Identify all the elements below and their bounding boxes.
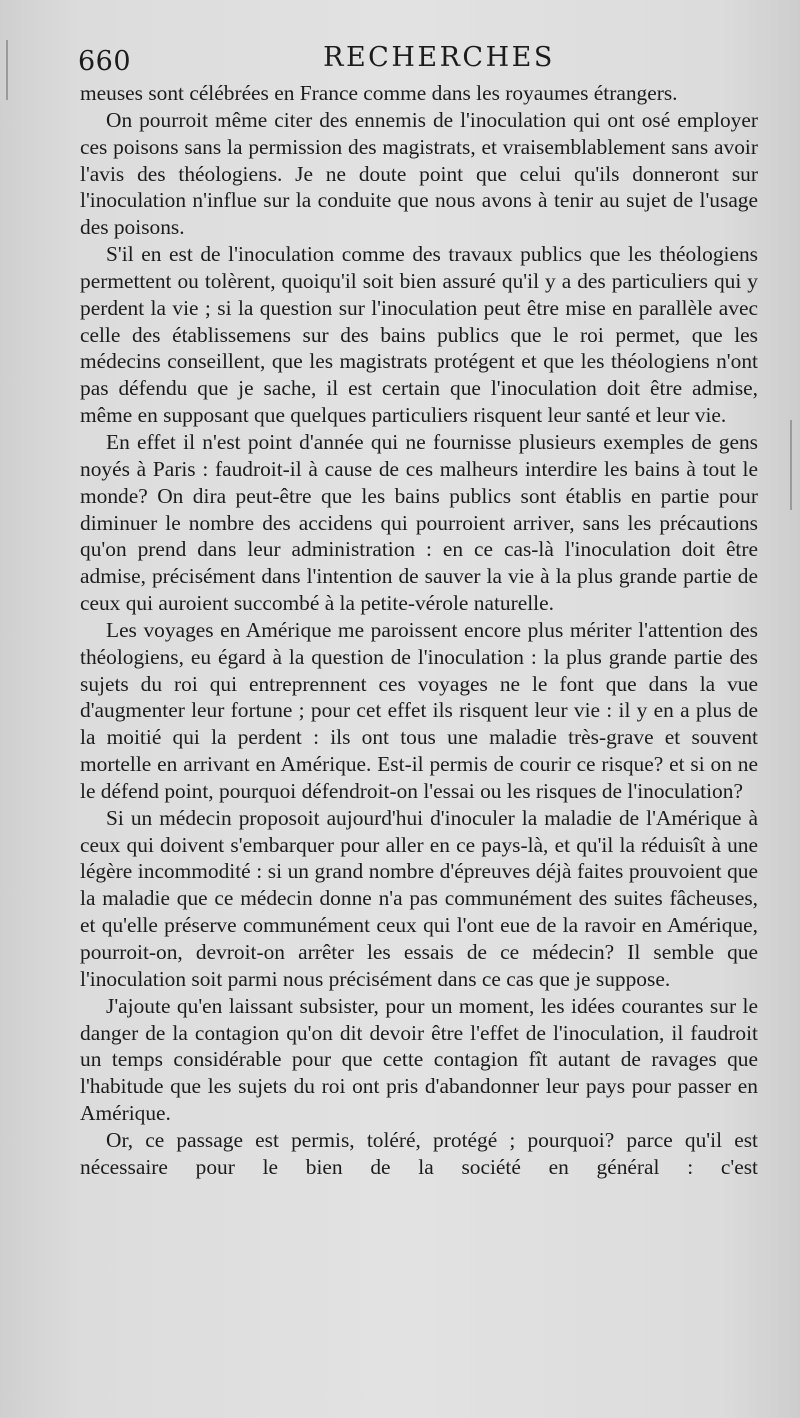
page-edge-mark [790,420,792,510]
paragraph: meuses sont célébrées en France comme dans les royaumes étrangers. [80,81,678,105]
running-title: RECHERCHES [323,42,555,73]
page-edge-mark [6,40,8,100]
page-header [80,28,758,80]
paragraph: On pourroit même citer des ennemis de l'inoculation qui ont osé employer ces poisons sans la permission des magistrats, et vraisemblablement sans avoir l'avis des théologiens. Je ne doute point que celui qu'ils donneront sur l'inoculation n'influe sur la conduite que nous avons à tenir au sujet de l'usage des poisons. [80,107,758,240]
paragraph: S'il en est de l'inoculation comme des travaux publics que les théologiens permettent ou tolèrent, quoiqu'il soit bien assuré qu'il y a des particuliers qui y perdent la vie ; si la question sur l'inoculation peut être mise en parallèle avec celle des établissemens sur des bains publics que le roi permet, que les médecins conseillent, que les magistrats protégent et que les théologiens n'ont pas défendu que je sache, il est certain que l'inoculation doit être admise, même en supposant que quelques particuliers risquent leur santé et leur vie. [80,242,758,428]
body-text [80,80,758,1181]
paragraph: Or, ce passage est permis, toléré, protégé ; pourquoi? parce qu'il est nécessaire pour le bien de la société en général : c'est [80,1127,758,1179]
page-number: 660 [78,46,132,77]
paragraph: En effet il n'est point d'année qui ne fournisse plusieurs exemples de gens noyés à Paris : faudroit-il à cause de ces malheurs interdire les bains à tout le monde? On dira peut-être que les bains publics sont établis en partie pour diminuer le nombre des accidens qui pourroient arriver, sans les précautions qu'on prend dans leur administration : en ce cas-là l'inoculation doit être admise, précisément dans l'intention de sauver la vie à la plus grande partie de ceux qui auroient succombé à la petite-vérole naturelle. [80,429,758,616]
paragraph: Si un médecin proposoit aujourd'hui d'inoculer la maladie de l'Amérique à ceux qui doivent s'embarquer pour aller en ce pays-là, et qu'il la réduisît à une légère incommodité : si un grand nombre d'épreuves déjà faites prouvoient que la maladie que ce médecin donne n'a pas communément des suites fâcheuses, et qu'elle préserve communément ceux qui l'ont eue de la ravoir en Amérique, pourroit-on, devroit-on arrêter les essais de ce médecin? Il semble que l'inoculation soit parmi nous précisément dans ce cas que je suppose. [80,805,758,991]
paragraph: J'ajoute qu'en laissant subsister, pour un moment, les idées courantes sur le danger de la contagion qu'on dit devoir être l'effet de l'inoculation, il faudroit un temps considérable pour que cette contagion fît autant de ravages que l'habitude que les sujets du roi ont pris d'abandonner leur pays pour passer en Amérique. [80,993,758,1126]
paragraph: Les voyages en Amérique me paroissent encore plus mériter l'attention des théologiens, eu égard à la question de l'inoculation : la plus grande partie des sujets du roi qui entreprennent ces voyages ne le font que dans la vue d'augmenter leur fortune ; pour cet effet ils risquent leur vie : il y en a plus de la moitié qui la perdent : ils ont tous une maladie très-grave et souvent mortelle en arrivant en Amérique. Est-il permis de courir ce risque? et si on ne le défend point, pourquoi défendroit-on l'essai ou les risques de l'inoculation? [80,617,758,803]
